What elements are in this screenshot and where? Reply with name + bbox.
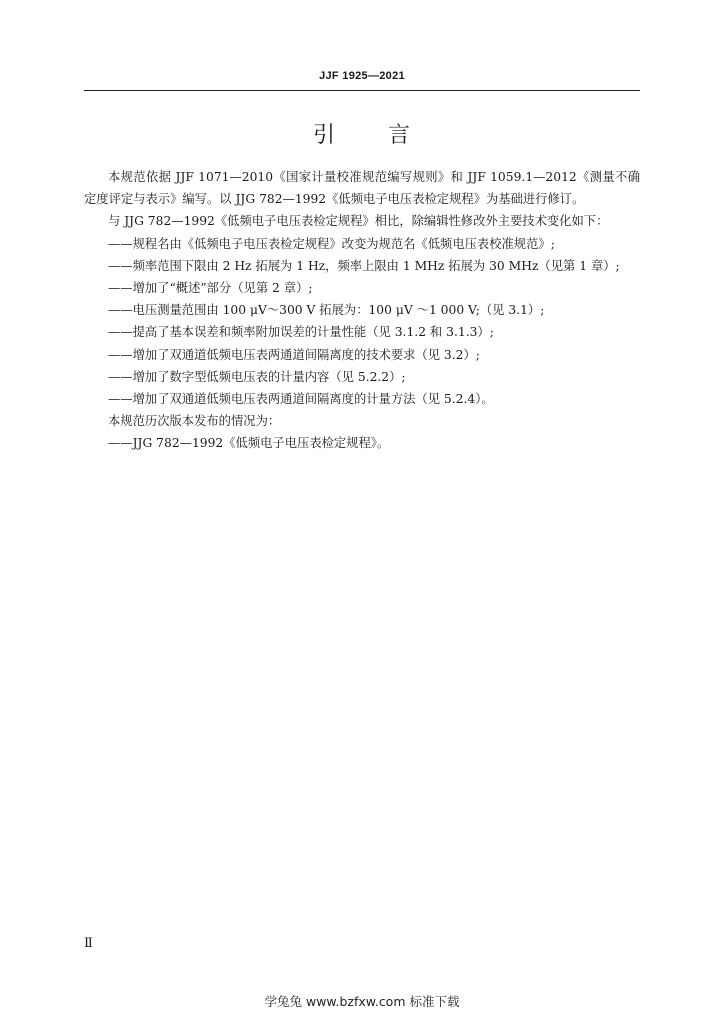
change-item: ——电压测量范围由 100 μV～300 V 拓展为：100 μV ～1 000 V;（见 3.1）; (108, 303, 545, 318)
page-number: Ⅱ (84, 936, 93, 951)
title-char-2: 言 (388, 123, 412, 148)
page-title (0, 118, 724, 149)
history-item: ——JJG 782—1992《低频电子电压表检定规程》。 (108, 436, 390, 451)
paragraph-basis: 本规范依据 JJF 1071—2010《国家计量校准规范编写规则》和 JJF 1059.1—2012《测量不确定度评定与表示》编写。以 JJG 782—1992《低频电子电压表检定规程》为基础进行修订。 (84, 170, 640, 207)
paragraph-changes-intro: 与 JJG 782—1992《低频电子电压表检定规程》相比，除编辑性修改外主要技术变化如下： (108, 214, 609, 229)
header-divider (84, 90, 640, 91)
change-item: ——规程名由《低频电子电压表检定规程》改变为规范名《低频电压表校准规范》; (108, 236, 555, 251)
change-item: ——增加了数字型低频电压表的计量内容（见 5.2.2）; (108, 369, 406, 384)
paragraph-history-intro: 本规范历次版本发布的情况为： (108, 414, 281, 429)
footer-watermark-text: 学兔兔 www.bzfxw.com 标准下载 (264, 994, 460, 1009)
change-item: ——增加了双通道低频电压表两通道间隔离度的技术要求（见 3.2）; (108, 347, 480, 362)
main-content (84, 166, 640, 455)
document-code: JJF 1925—2021 (319, 70, 405, 82)
change-item: ——频率范围下限由 2 Hz 拓展为 1 Hz，频率上限由 1 MHz 拓展为 30 MHz（见第 1 章）; (108, 258, 620, 273)
change-item: ——增加了“概述”部分（见第 2 章）; (108, 281, 313, 296)
change-item: ——增加了双通道低频电压表两通道间隔离度的计量方法（见 5.2.4）。 (108, 392, 494, 407)
change-item: ——提高了基本误差和频率附加误差的计量性能（见 3.1.2 和 3.1.3）; (108, 325, 494, 340)
title-char-1: 引 (312, 123, 336, 148)
